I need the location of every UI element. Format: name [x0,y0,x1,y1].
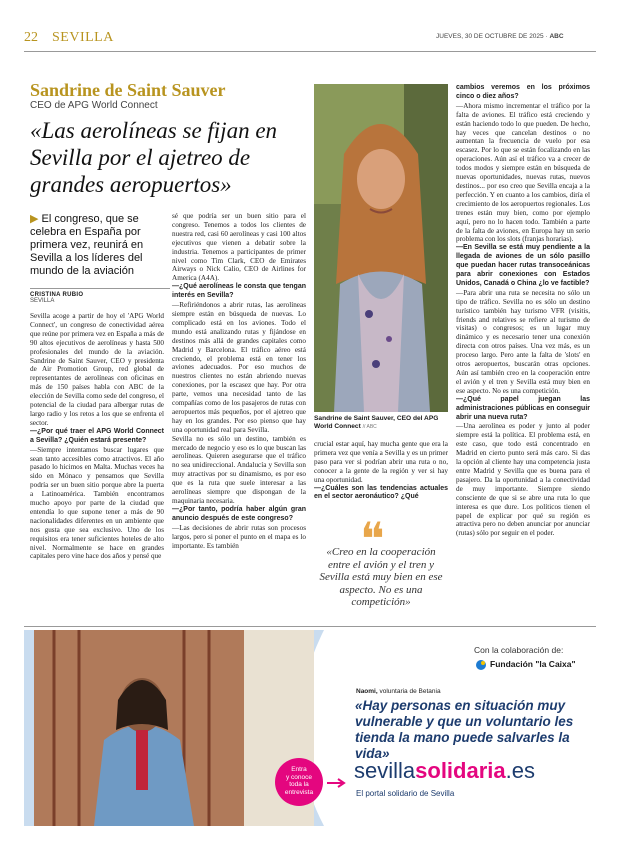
body-paragraph: —Refiriéndonos a abrir rutas, las aerolíneas siempre están en búsqueda de nuevas. Lo complicado está en los aviones. Todo el mundo está analizando rutas y fijándose en destinos más allá de grandes capitales como Madrid y Barcelona. El tráfico aéreo está creciendo, el problema está en tener los aviones adecuados. Por eso muchos de nuestros clientes no están abriendo nuevas conexiones, por la escasez que hay. Por otra parte, vemos una necesidad tanto de las compañías como de los pasajeros de rutas con aeropuertos más pequeños, por el ajetreo que hay en los grandes. Por eso pienso que hay una oportunidad real para Sevilla. [172,301,306,434]
body-paragraph: —Para abrir una ruta se necesita no sólo un tipo de tráfico. Sevilla no es sólo un destino turístico también hay turismo VFR (visitis, friends and relatives se refiere al turismo de visitas) o congresos; es un lugar muy dinámico y es necesario tener una conexión directa con otros países. Una vez más, es un proceso largo. Pero ante la falta de 'slots' en otros aeropuertos, buscarán otras opciones. Aún así también creo en la cooperación entre el avión y el tren y Sevilla está muy bien en ese aspecto. No es una competición. [456,288,590,395]
interview-question: —¿Qué papel juegan las administraciones públicas en conseguir abrir una nueva ruta? [456,395,590,421]
portrait-illustration [314,84,448,412]
interview-question: cambios veremos en los próximos cinco o diez años? [456,84,590,100]
ad-person: Naomi, voluntaria de Betania [356,688,441,695]
ad-brand-link[interactable]: sevillasolidaria.es [354,758,535,783]
body-paragraph: Sevilla acoge a partir de hoy el 'APG World Connect', un congreso de conectividad aérea que reúne por primera vez en España a más de 90 altos ejecutivos de aerolíneas y hasta 500 profesionales del mundo de la aviación. Sandrine de Saint Sauver, CEO y presidenta de Air Promotion Group, red global de representantes de aerolíneas con oficinas en más de 150 países habla con ABC de la elección de Sevilla como sede del congreso, el potencial de la ciudad para albergar rutas de largo radio y los retos a los que se enfrenta el sector. [30,312,164,427]
arrow-icon: ▶ [30,213,42,225]
body-paragraph: —Siempre intentamos buscar lugares que sean tanto accesibles como atractivos. El año pasado lo hicimos en Malta. Muchas veces ha sido en Mónaco y pensamos que Sevilla podría ser un buen sitio porque abre la puerta a Latinoamérica. También encontramos mucho apoyo por parte de la ciudad que entendía lo que supone tener a más de 90 nacionalidades diferentes en un ambiente que nos gusta que sea exclusivo. Uno de los requisitos era tener suficientes hoteles de alto nivel. Normalmente se hace en grandes capitales pero vine hace dos años y pensé que [30,445,164,561]
interviewee-name: Sandrine de Saint Sauver [30,80,226,100]
article-column-2 [172,212,306,550]
pull-quote: «Creo en la cooperación entre el avión y el tren y Sevilla está muy bien en ese aspecto. No es una competición» [319,546,443,608]
interview-question: —¿Qué aerolíneas le consta que tengan interés en Sevilla? [172,283,306,300]
body-paragraph: Sevilla no es sólo un destino, también es mercado de negocio y eso es lo que buscan las aerolíneas. Quieren asegurarse que el tráfico no sea unidireccional. Andalucía y Sevilla son muy atractivas por su dinamismo, es por eso que es la ruta que suele interesar a las aerolíneas siempre que dispongan de la maquinaria necesaria. [172,434,306,505]
article-column-4 [456,84,590,538]
section-title: SEVILLA [52,30,114,45]
body-paragraph: sé que podría ser un buen sitio para el congreso. Tenemos a todos los clientes de nuestra red, casi 60 aerolíneas y casi 100 altos ejecutivos que vienen a debatir sobre la industria. Tenemos a participantes de primer nivel como Tim Clark, CEO de Emirates Airways o Nick Calio, CEO de Airlines for America (A4A). [172,212,306,283]
article-column-1 [30,312,164,561]
portrait-photo [314,84,448,412]
ad-quote: «Hay personas en situación muy vulnerable y que un voluntario les tienda la mano puede salvarles la vida» [355,698,574,761]
photo-caption: Sandrine de Saint Sauver, CEO del APG World Connect // ABC [314,415,439,430]
ad-divider [24,626,596,627]
interview-question: —En Sevilla se está muy pendiente a la llegada de aviones de un sólo pasillo que puedan hacer rutas transoceánicas para abrir conexiones con Estados Unidos, Canadá o China ¿lo ve factible? [456,244,590,287]
header-rule [24,51,596,52]
quote-mark-icon: ❝ [360,512,385,566]
hand-pointer-icon [326,775,352,794]
byline-city: SEVILLA [30,298,55,304]
body-paragraph: crucial estar aquí, hay mucha gente que era la primera vez que venía a Sevilla y es un primer paso para ver si podrían abrir una ruta o no, conocer a la gente de la región y ver si hay una oportunidad. [314,440,448,484]
interview-question: —¿Por qué traer el APG World Connect a Sevilla? ¿Quién estará presente? [30,427,164,444]
foundation-name: Fundación "la Caixa" [490,659,576,669]
ad-tagline: El portal solidario de Sevilla [356,789,455,798]
headline: «Las aerolíneas se fijan en Sevilla por el ajetreo de grandes aeropuertos» [30,118,278,197]
lead-paragraph: ▶ El congreso, que se celebra en España por primera vez, reunirá en Sevilla a los líderes del mundo de la aviación [30,213,144,277]
foundation-star-icon [475,656,487,668]
byline: CRISTINA RUBIO [30,288,170,298]
body-paragraph: —Una aerolínea es poder y junto al poder siempre está la política. El problema está, en este caso, que todo está concentrado en Madrid en cierto punto será más caro. Si das la opción al cliente hay una competencia justa entre Madrid y Sevilla que es buena para el pasajero. Da la oportunidad a la conectividad de muy importante. Siempre siendo consciente de que si se abre una ruta lo que interesa es que dure. Los políticos tienen el papel de explicar por qué su región es atractiva pero no deben anunciar por anunciar (rutas) sólo por seguir en el poder. [456,422,590,538]
body-paragraph: —Ahora mismo incrementar el tráfico por la falta de aviones. El tráfico está creciendo y están haciendo todo lo que pueden. De hecho, hay veces que cancelan destinos o no aumentan la frecuencia de vuelo por esa escasez. Por lo que se están focalizando en las operaciones. Aún así el tráfico va a crecer de todos modos y siempre están en búsqueda de nuevas oportunidades, nuevas rutas, nuevos destinos... por eso creo que Sevilla encaja a la perfección. Y en cuanto a los cambios, diría el crecimiento de los aeropuertos regionales. Los trenes están muy bien, como por ejemplo aquí, pero no lo hacen todo. También a parte de la falta de aviones, en Europa hay un serio problema con los slots (franjas horarias). [456,101,590,244]
ad-collaboration-label: Con la colaboración de: [474,645,564,655]
ad-cta-bubble[interactable]: Entra y conoce toda la entrevista [275,758,323,806]
article-column-3 [314,440,448,502]
page-number: 22 [24,30,38,45]
issue-date: JUEVES, 30 DE OCTUBRE DE 2025 · ABC [436,33,564,40]
interview-question: —¿Por tanto, podría haber algún gran anuncio después de este congreso? [172,505,306,522]
body-paragraph: —Las decisiones de abrir rutas son procesos largos, pero si poner el punto en el mapa es lo importante. Es también [172,523,306,550]
interviewee-role: CEO de APG World Connect [30,100,158,111]
interview-question: —¿Cuáles son las tendencias actuales en el sector aeronáutico? ¿Qué [314,484,448,501]
